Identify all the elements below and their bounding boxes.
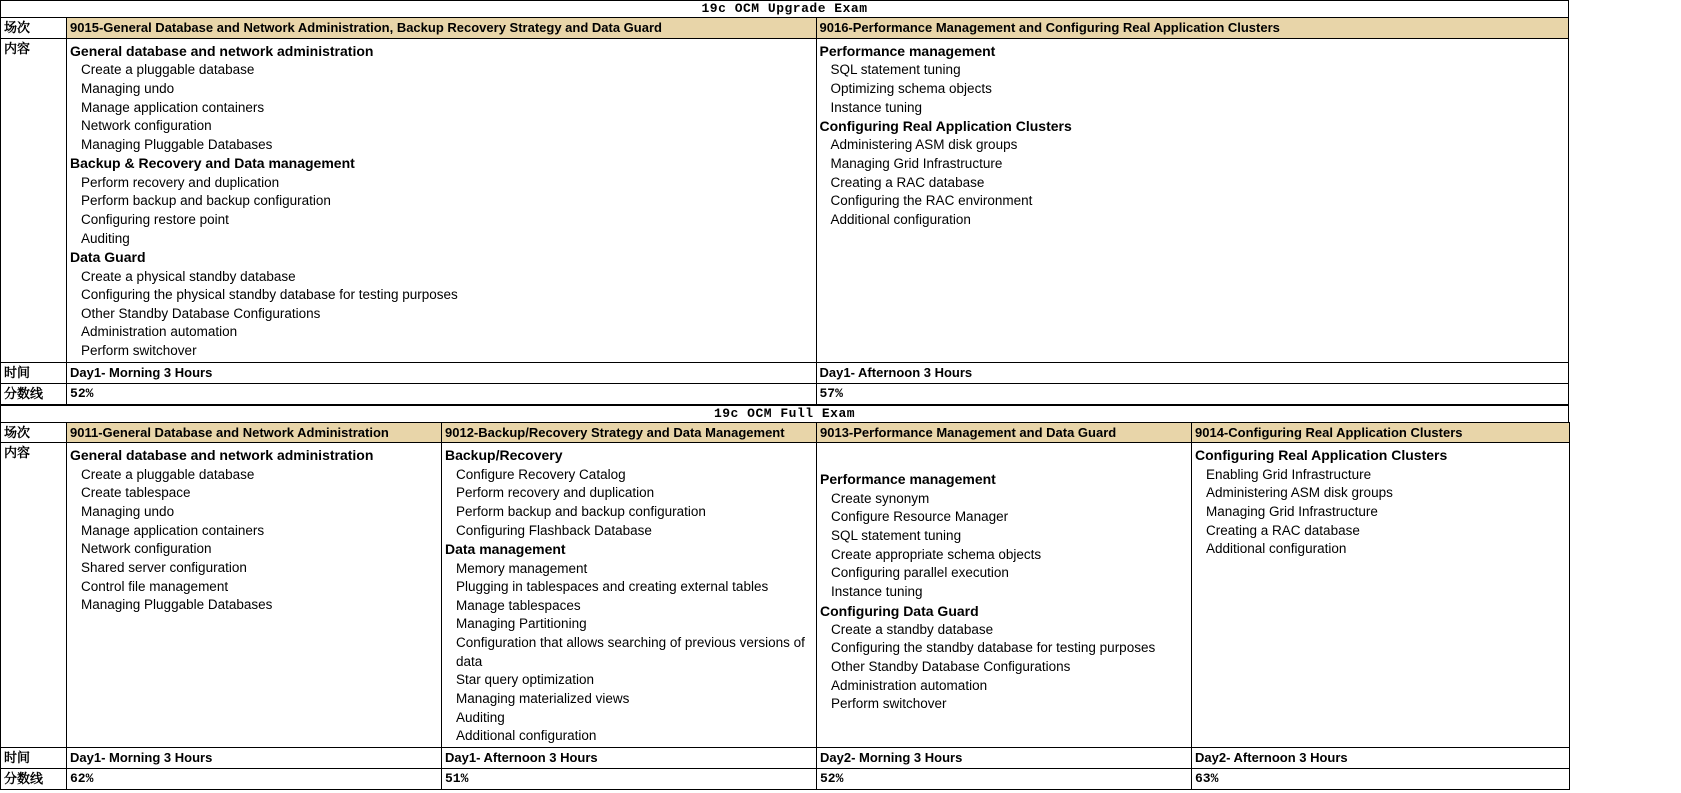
section-title: Backup & Recovery and Data management [70,155,355,172]
upgrade-col1-passing: 52% [67,383,816,404]
list-item: Configuring Flashback Database [456,522,652,538]
table-row [1,383,1569,404]
section-title: Performance management [819,42,996,59]
list-item: Perform backup and backup configuration [456,504,706,519]
list-item: SQL statement tuning [831,528,962,543]
list-item: Perform switchover [81,343,197,358]
list-item: Additional configuration [1206,541,1347,557]
list-item: Manage tablespaces [456,597,581,613]
row-label-passing: 分数线 [1,768,67,789]
list-item: Additional configuration [456,728,597,744]
list-item: Create synonym [831,490,930,506]
list-item: Perform backup and backup configuration [81,193,331,209]
full-col3-content [817,443,1192,747]
full-col4-time: Day2- Afternoon 3 Hours [1192,747,1570,768]
full-col1-passing: 62% [67,768,442,789]
list-item: Create tablespace [81,485,191,501]
list-item: Memory management [456,560,588,576]
row-label-passing: 分数线 [1,383,67,404]
upgrade-col1-header: 9015-General Database and Network Administration, Backup Recovery Strategy and Data Guard [67,18,816,39]
row-label-time: 时间 [1,747,67,768]
list-item: Additional configuration [830,211,971,227]
full-col3-header: 9013-Performance Management and Data Guard [817,422,1192,443]
full-col3-time: Day2- Morning 3 Hours [817,747,1192,768]
row-label-content: 内容 [1,443,67,747]
full-exam-banner: 19c OCM Full Exam [0,405,1569,422]
section-title: Backup/Recovery [445,447,563,464]
table-row [1,768,1570,789]
list-item: SQL statement tuning [830,62,961,78]
section-title: Data management [445,541,566,558]
row-label-time: 时间 [1,362,67,383]
table-row [1,362,1569,383]
list-item: Create a pluggable database [81,466,255,482]
list-item: Administration automation [81,324,238,340]
full-col1-header: 9011-General Database and Network Administration [67,422,442,443]
list-item: Other Standby Database Configurations [831,659,1071,675]
list-item: Manage application containers [81,99,265,115]
list-item: Star query optimization [456,672,595,688]
full-col3-passing: 52% [817,768,1192,789]
section-title: Configuring Real Application Clusters [1195,447,1448,464]
list-item: Configuring restore point [81,211,229,227]
row-label-content: 内容 [1,38,67,362]
list-item: Control file management [81,578,229,594]
list-item: Perform recovery and duplication [456,485,655,501]
list-item: Configure Recovery Catalog [456,466,626,482]
full-col1-time: Day1- Morning 3 Hours [67,747,442,768]
list-item: Managing Pluggable Databases [81,136,273,152]
upgrade-col1-content [67,38,816,362]
list-item: Plugging in tablespaces and creating external tables [456,579,769,595]
list-item: Configure Resource Manager [831,509,1009,525]
list-item: Network configuration [81,541,212,557]
list-item: Creating a RAC database [830,174,985,190]
list-item: Auditing [81,230,130,246]
list-item: Configuring the standby database for testing purposes [831,640,1156,656]
full-col4-header: 9014-Configuring Real Application Clusters [1192,422,1570,443]
upgrade-col2-time: Day1- Afternoon 3 Hours [816,362,1569,383]
list-item: Configuring parallel execution [831,565,1009,581]
list-item: Enabling Grid Infrastructure [1206,466,1372,482]
list-item: Perform switchover [831,696,947,712]
upgrade-exam-table [0,17,1569,405]
list-item: Auditing [456,709,505,725]
list-item: Configuring the RAC environment [830,193,1033,209]
table-row [1,38,1569,362]
section-title: Configuring Real Application Clusters [819,118,1072,135]
table-row [1,747,1570,768]
list-item: Creating a RAC database [1206,522,1360,538]
section-title: Data Guard [70,249,146,266]
row-label-session: 场次 [1,18,67,39]
list-item: Configuring the physical standby database for testing purposes [81,287,458,303]
list-item: Administering ASM disk groups [1206,485,1393,501]
row-label-session: 场次 [1,422,67,443]
section-title: Performance management [820,471,996,488]
list-item: Managing undo [81,504,175,519]
full-col1-content [67,443,442,747]
list-item: Other Standby Database Configurations [81,305,321,321]
full-col4-content [1192,443,1570,747]
list-item: Managing Grid Infrastructure [1206,504,1378,519]
list-item: Administering ASM disk groups [830,137,1018,153]
upgrade-exam-banner: 19c OCM Upgrade Exam [0,0,1569,17]
full-col2-content [442,443,817,747]
list-item: Shared server configuration [81,559,247,575]
list-item: Managing materialized views [456,690,630,706]
list-item: Create a standby database [831,621,994,637]
list-item: Perform recovery and duplication [81,174,280,190]
list-item: Managing Grid Infrastructure [830,156,1003,172]
list-item: Optimizing schema objects [830,80,992,96]
upgrade-col1-time: Day1- Morning 3 Hours [67,362,816,383]
list-item: Configuration that allows searching of previous versions of data [456,635,805,669]
section-title: General database and network administration [70,447,374,464]
list-item: Instance tuning [830,99,923,115]
full-col2-time: Day1- Afternoon 3 Hours [442,747,817,768]
list-item: Managing undo [81,80,175,96]
list-item: Create a physical standby database [81,268,296,284]
list-item: Network configuration [81,118,212,134]
upgrade-col2-header: 9016-Performance Management and Configuring Real Application Clusters [816,18,1569,39]
list-item: Create appropriate schema objects [831,546,1042,562]
upgrade-col2-passing: 57% [816,383,1569,404]
list-item: Instance tuning [831,583,923,599]
full-exam-table [0,422,1570,790]
section-title: General database and network administration [70,42,374,59]
list-item: Create a pluggable database [81,62,255,78]
list-item: Manage application containers [81,522,265,538]
section-title: Configuring Data Guard [820,602,979,619]
table-row [1,18,1569,39]
list-item: Managing Partitioning [456,616,587,632]
list-item: Managing Pluggable Databases [81,597,273,613]
list-item: Administration automation [831,677,988,693]
full-col2-passing: 51% [442,768,817,789]
full-col4-passing: 63% [1192,768,1570,789]
table-row [1,422,1570,443]
table-row [1,443,1570,747]
full-col2-header: 9012-Backup/Recovery Strategy and Data Management [442,422,817,443]
upgrade-col2-content [816,38,1569,362]
